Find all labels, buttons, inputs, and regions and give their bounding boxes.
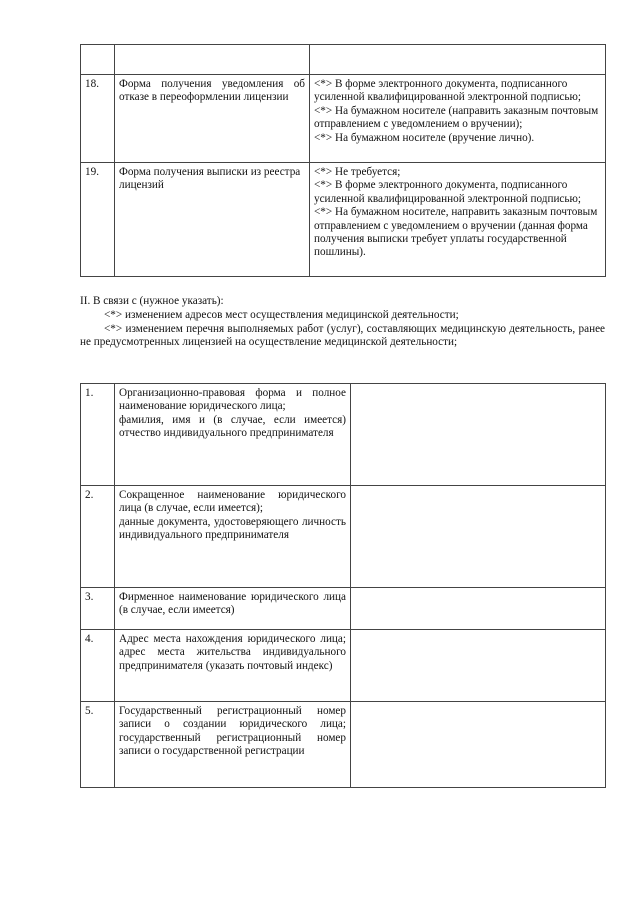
row-value-empty bbox=[351, 702, 606, 788]
section-option-1: <*> изменением адресов мест осуществления медицинской деятельности; bbox=[104, 309, 459, 321]
row-label bbox=[115, 702, 351, 788]
table-row bbox=[81, 486, 606, 588]
value-line: <*> В форме электронного документа, подписанного усиленной квалифицированной электронной подписью; bbox=[314, 179, 581, 205]
row-label bbox=[115, 486, 351, 588]
label-line: Государственный регистрационный номер записи о создании юридического лица; государственный регистрационный номер записи о государственной регистрации bbox=[119, 705, 346, 758]
row-label: Форма получения выписки из реестра лицензий bbox=[115, 163, 310, 277]
entity-table bbox=[80, 383, 606, 788]
row-number: 3. bbox=[81, 588, 115, 630]
section-option-2: <*> изменением перечня выполняемых работ (услуг), составляющих медицинскую деятельность, ранее не предусмотренных лицензией на осуществление медицинской деятельности; bbox=[80, 323, 605, 349]
label-line: Фирменное наименование юридического лица (в случае, если имеется) bbox=[119, 591, 346, 617]
row-number: 2. bbox=[81, 486, 115, 588]
table-cell bbox=[115, 45, 310, 75]
row-number: 18. bbox=[81, 75, 115, 163]
row-label bbox=[115, 384, 351, 486]
label-line: Сокращенное наименование юридического лица (в случае, если имеется); bbox=[119, 489, 346, 515]
row-value-empty bbox=[351, 384, 606, 486]
row-number: 4. bbox=[81, 630, 115, 702]
table-row bbox=[81, 702, 606, 788]
row-label bbox=[115, 630, 351, 702]
row-number: 19. bbox=[81, 163, 115, 277]
label-line: Организационно-правовая форма и полное наименование юридического лица; bbox=[119, 387, 346, 413]
value-line: <*> На бумажном носителе, направить заказным почтовым отправлением с уведомлением о вручении (данная форма получения выписки требует уплаты государственной пошлины). bbox=[314, 206, 598, 259]
value-line: <*> На бумажном носителе (направить заказным почтовым отправлением с уведомлением о вручении); bbox=[314, 104, 599, 131]
table-row-empty bbox=[81, 45, 606, 75]
table-row bbox=[81, 630, 606, 702]
value-line: <*> Не требуется; bbox=[314, 166, 401, 178]
row-label: Форма получения уведомления об отказе в переоформлении лицензии bbox=[115, 75, 310, 163]
row-value-empty bbox=[351, 588, 606, 630]
table-continuation bbox=[80, 44, 606, 277]
label-line: фамилия, имя и (в случае, если имеется) отчество индивидуального предпринимателя bbox=[119, 413, 346, 440]
table-row bbox=[81, 588, 606, 630]
section-heading: II. В связи с (нужное указать): bbox=[80, 295, 224, 307]
row-value bbox=[310, 75, 606, 163]
label-line: Адрес места нахождения юридического лица; адрес места жительства индивидуального предпринимателя (указать почтовый индекс) bbox=[119, 633, 346, 672]
value-line: <*> На бумажном носителе (вручение лично). bbox=[314, 131, 535, 144]
row-number: 5. bbox=[81, 702, 115, 788]
row-value-empty bbox=[351, 486, 606, 588]
row-value bbox=[310, 163, 606, 277]
table-row bbox=[81, 163, 606, 277]
label-line: данные документа, удостоверяющего личность индивидуального предпринимателя bbox=[119, 515, 346, 542]
row-number: 1. bbox=[81, 384, 115, 486]
table-cell bbox=[81, 45, 115, 75]
table-row bbox=[81, 75, 606, 163]
row-value-empty bbox=[351, 630, 606, 702]
table-cell bbox=[310, 45, 606, 75]
row-label bbox=[115, 588, 351, 630]
value-line: <*> В форме электронного документа, подписанного усиленной квалифицированной электронной подписью; bbox=[314, 78, 581, 104]
table-row bbox=[81, 384, 606, 486]
